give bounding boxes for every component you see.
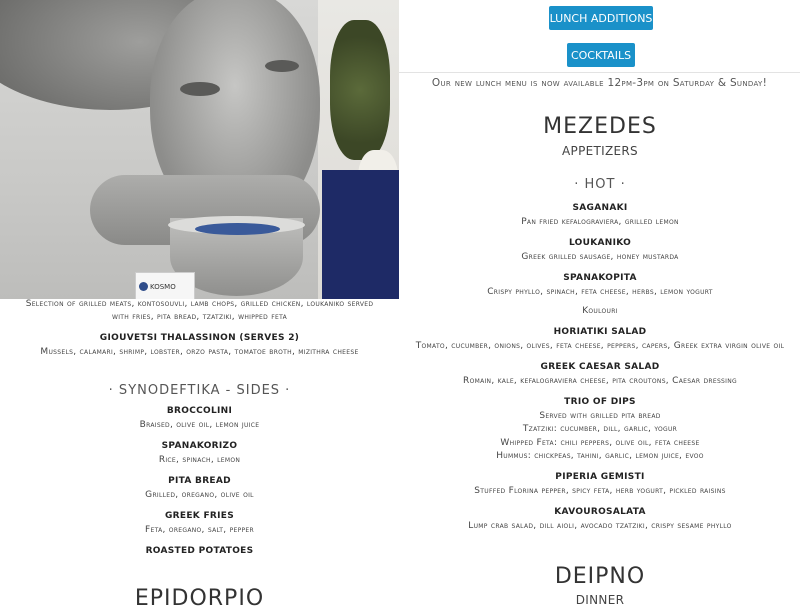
logo-icon — [139, 282, 148, 291]
menu-item-desc: Served with grilled pita bread — [539, 411, 661, 421]
menu-item-desc: Tomato, cucumber, onions, olives, feta cheese, peppers, capers, Greek extra virgin olive oil — [415, 341, 785, 351]
menu-item-desc: Whipped Feta: chili peppers, olive oil, feta cheese — [500, 438, 700, 448]
lunch-notice: Our new lunch menu is now available 12pm-3pm on Saturday & Sunday! — [431, 77, 768, 89]
hot-header: · HOT · — [574, 177, 626, 192]
menu-item-desc: Lump crab salad, dill aioli, avocado tzatziki, crispy sesame phyllo — [468, 521, 732, 531]
sides-header: · SYNODEFTIKA - SIDES · — [108, 383, 291, 398]
mezedes-title: MEZEDES — [543, 114, 657, 139]
lunch-additions-button[interactable]: LUNCH ADDITIONS — [549, 6, 653, 30]
table-card — [135, 272, 195, 299]
menu-item-name: GIOUVETSI THALASSINON (SERVES 2) — [99, 333, 300, 343]
cocktails-button[interactable]: COCKTAILS — [567, 43, 635, 67]
menu-item-name: TRIO OF DIPS — [564, 397, 636, 407]
menu-item-desc: Hummus: chickpeas, tahini, garlic, lemon juice, evoo — [496, 451, 704, 461]
menu-item-name: LOUKANIKO — [568, 238, 632, 248]
menu-item-desc: Rice, spinach, lemon — [158, 455, 241, 465]
menu-item-desc: with fries, pita bread, tzatziki, whipped feta — [112, 312, 287, 322]
menu-item-name: ROASTED POTATOES — [145, 546, 254, 556]
menu-item-desc: Greek grilled sausage, honey mustarda — [521, 252, 679, 262]
menu-item-desc: Crispy phyllo, spinach, feta cheese, herbs, lemon yogurt — [487, 287, 713, 297]
menu-item-desc: Pan fried kefalograviera, grilled lemon — [521, 217, 679, 227]
menu-item-name: SPANAKOPITA — [563, 273, 637, 283]
divider — [399, 72, 800, 73]
menu-item-desc: Braised, olive oil, lemon juice — [139, 420, 260, 430]
menu-item-name: SPANAKORIZO — [161, 441, 238, 451]
menu-item-desc: Koulouri — [582, 306, 618, 316]
deipno-subtitle: DINNER — [575, 593, 625, 607]
menu-item-name: BROCCOLINI — [166, 406, 233, 416]
epidorpio-title: EPIDORPIO — [134, 586, 265, 611]
menu-item-name: PIPERIA GEMISTI — [555, 472, 645, 482]
menu-item-desc: Grilled, oregano, olive oil — [145, 490, 254, 500]
card-text: KOSMO — [150, 283, 176, 291]
menu-item-desc: Feta, oregano, salt, pepper — [145, 525, 254, 535]
menu-item-name: KAVOUROSALATA — [554, 507, 646, 517]
menu-item-desc: Tzatziki: cucumber, dill, garlic, yogur — [522, 424, 678, 434]
menu-item-name: GREEK CAESAR SALAD — [540, 362, 660, 372]
menu-item-desc: Romain, kale, kefalograviera cheese, pita croutons, Caesar dressing — [463, 376, 737, 386]
deipno-title: DEIPNO — [554, 564, 646, 589]
menu-item-name: GREEK FRIES — [164, 511, 235, 521]
menu-item-desc: Selection of grilled meats, kontosouvli, lamb chops, grilled chicken, loukaniko served — [25, 299, 374, 309]
restaurant-photo — [0, 0, 399, 299]
menu-item-name: PITA BREAD — [168, 476, 231, 486]
menu-item-desc: Stuffed Florina pepper, spicy feta, herb yogurt, pickled raisins — [474, 486, 726, 496]
mezedes-subtitle: APPETIZERS — [562, 144, 638, 158]
menu-item-name: HORIATIKI SALAD — [553, 327, 647, 337]
menu-item-name: SAGANAKI — [572, 203, 628, 213]
menu-item-desc: Mussels, calamari, shrimp, lobster, orzo pasta, tomatoe broth, mizithra cheese — [40, 347, 359, 357]
